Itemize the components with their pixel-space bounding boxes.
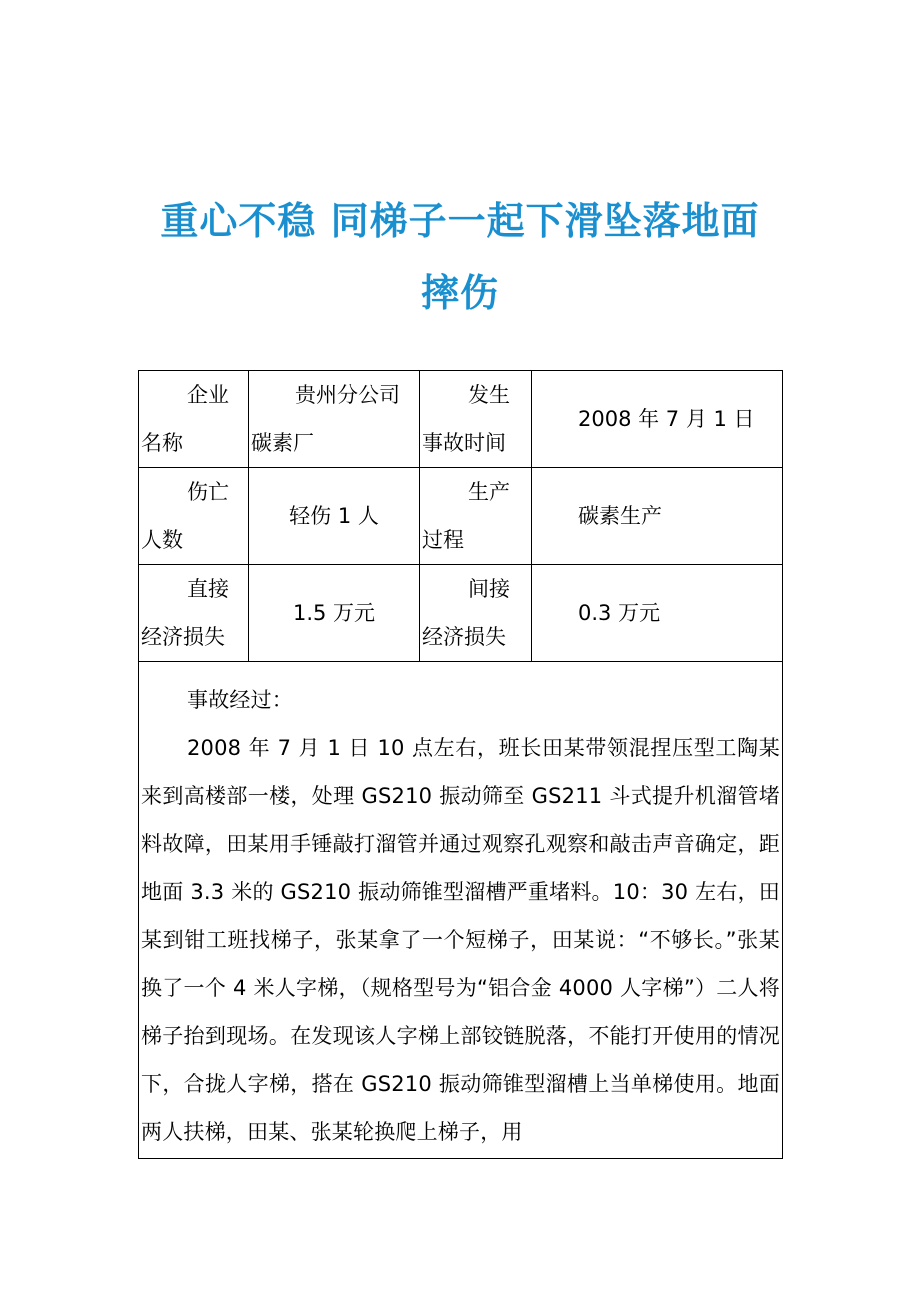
table-row <box>139 565 783 662</box>
table-row <box>139 371 783 468</box>
label-indirect-loss: 间接 经济损失 <box>420 565 532 662</box>
value-casualties: 轻伤 1 人 <box>249 468 420 565</box>
label-direct-loss: 直接 经济损失 <box>139 565 249 662</box>
value-indirect-loss: 0.3 万元 <box>532 565 783 662</box>
table-row <box>139 662 783 1159</box>
accident-narrative <box>139 662 783 1159</box>
narrative-body: 2008 年 7 月 1 日 10 点左右，班长田某带领混捏压型工陶某来到高楼部一楼，处理 GS210 振动筛至 GS211 斗式提升机溜管堵料故障，田某用手锤敲打溜管并通过观察孔观察和敲击声音确定，距地面 3.3 米的 GS210 振动筛锥型溜槽严重堵料。10：30 左右，田某到钳工班找梯子，张某拿了一个短梯子，田某说：“不够长。”张某换了一个 4 米人字梯，（规格型号为“铝合金 4000 人字梯”）二人将梯子抬到现场。在发现该人字梯上部铰链脱落，不能打开使用的情况下，合拢人字梯，搭在 GS210 振动筛锥型溜槽上当单梯使用。地面两人扶梯，田某、张某轮换爬上梯子，用 <box>141 736 780 1144</box>
label-accident-time: 发生 事故时间 <box>420 371 532 468</box>
label-casualties: 伤亡 人数 <box>139 468 249 565</box>
label-company-name: 企业 名称 <box>139 371 249 468</box>
label-production-process: 生产 过程 <box>420 468 532 565</box>
accident-info-table <box>138 370 783 1159</box>
value-production-process: 碳素生产 <box>532 468 783 565</box>
document-title-line-2: 摔伤 <box>420 271 499 315</box>
value-company-name: 贵州分公司 碳素厂 <box>249 371 420 468</box>
value-direct-loss: 1.5 万元 <box>249 565 420 662</box>
value-accident-time: 2008 年 7 月 1 日 <box>532 371 783 468</box>
narrative-heading: 事故经过： <box>187 688 293 712</box>
table-row <box>139 468 783 565</box>
document-title-line-1: 重心不稳 同梯子一起下滑坠落地面 <box>160 199 760 243</box>
